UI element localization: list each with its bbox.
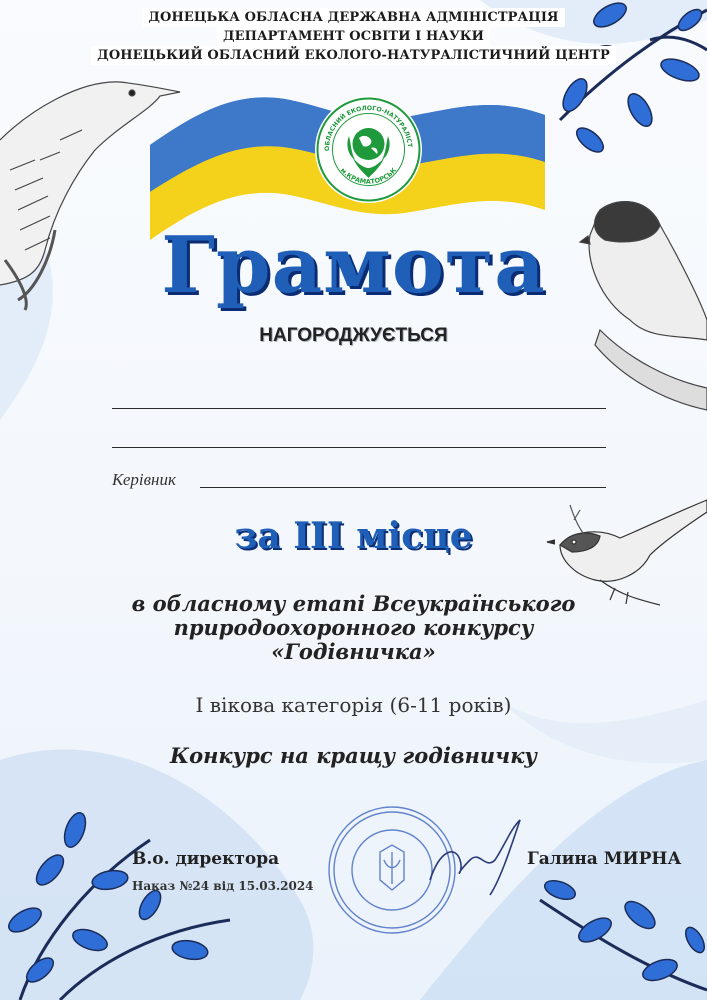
awarded-label: НАГОРОДЖУЄТЬСЯ	[259, 325, 448, 346]
logo-text-bottom: м.КРАМАТОРСЬК	[338, 166, 399, 186]
competition-line-1: в обласному етапі Всеукраїнського	[131, 591, 576, 616]
order-reference: Наказ №24 від 15.03.2024	[132, 879, 314, 893]
signature-scribble	[430, 820, 520, 895]
logo-text-top: ОБЛАСНИЙ ЕКОЛОГО-НАТУРАЛІСТ	[323, 104, 413, 152]
competition-line-2: природоохоронного конкурсу	[173, 615, 534, 640]
logo-emblem	[315, 96, 422, 203]
header-line-department: ДЕПАРТАМЕНТ ОСВІТИ І НАУКИ	[217, 27, 490, 46]
header-organization	[0, 6, 707, 63]
director-name: Галина МИРНА	[527, 849, 682, 869]
official-stamp	[329, 807, 455, 933]
leader-name-line	[200, 487, 606, 488]
eco-center-logo	[315, 96, 422, 203]
certificate-title: Грамота	[161, 220, 546, 311]
nomination: Конкурс на кращу годівничку	[170, 743, 537, 768]
recipient-info-line	[112, 447, 606, 448]
header-line-center: ДОНЕЦЬКИЙ ОБЛАСНИЙ ЕКОЛОГО-НАТУРАЛІСТИЧНИЙ ЦЕНТР	[91, 46, 616, 65]
leader-label: Керівник	[112, 470, 176, 489]
recipient-name-line	[112, 408, 606, 409]
competition-line-3: «Годівничка»	[271, 639, 436, 664]
header-line-administration: ДОНЕЦЬКА ОБЛАСНА ДЕРЖАВНА АДМІНІСТРАЦІЯ	[142, 8, 564, 27]
age-category: I вікова категорія (6-11 років)	[195, 693, 512, 717]
competition-description	[0, 592, 707, 664]
director-position: В.о. директора	[132, 849, 280, 869]
place-award: за III місце	[234, 515, 473, 557]
